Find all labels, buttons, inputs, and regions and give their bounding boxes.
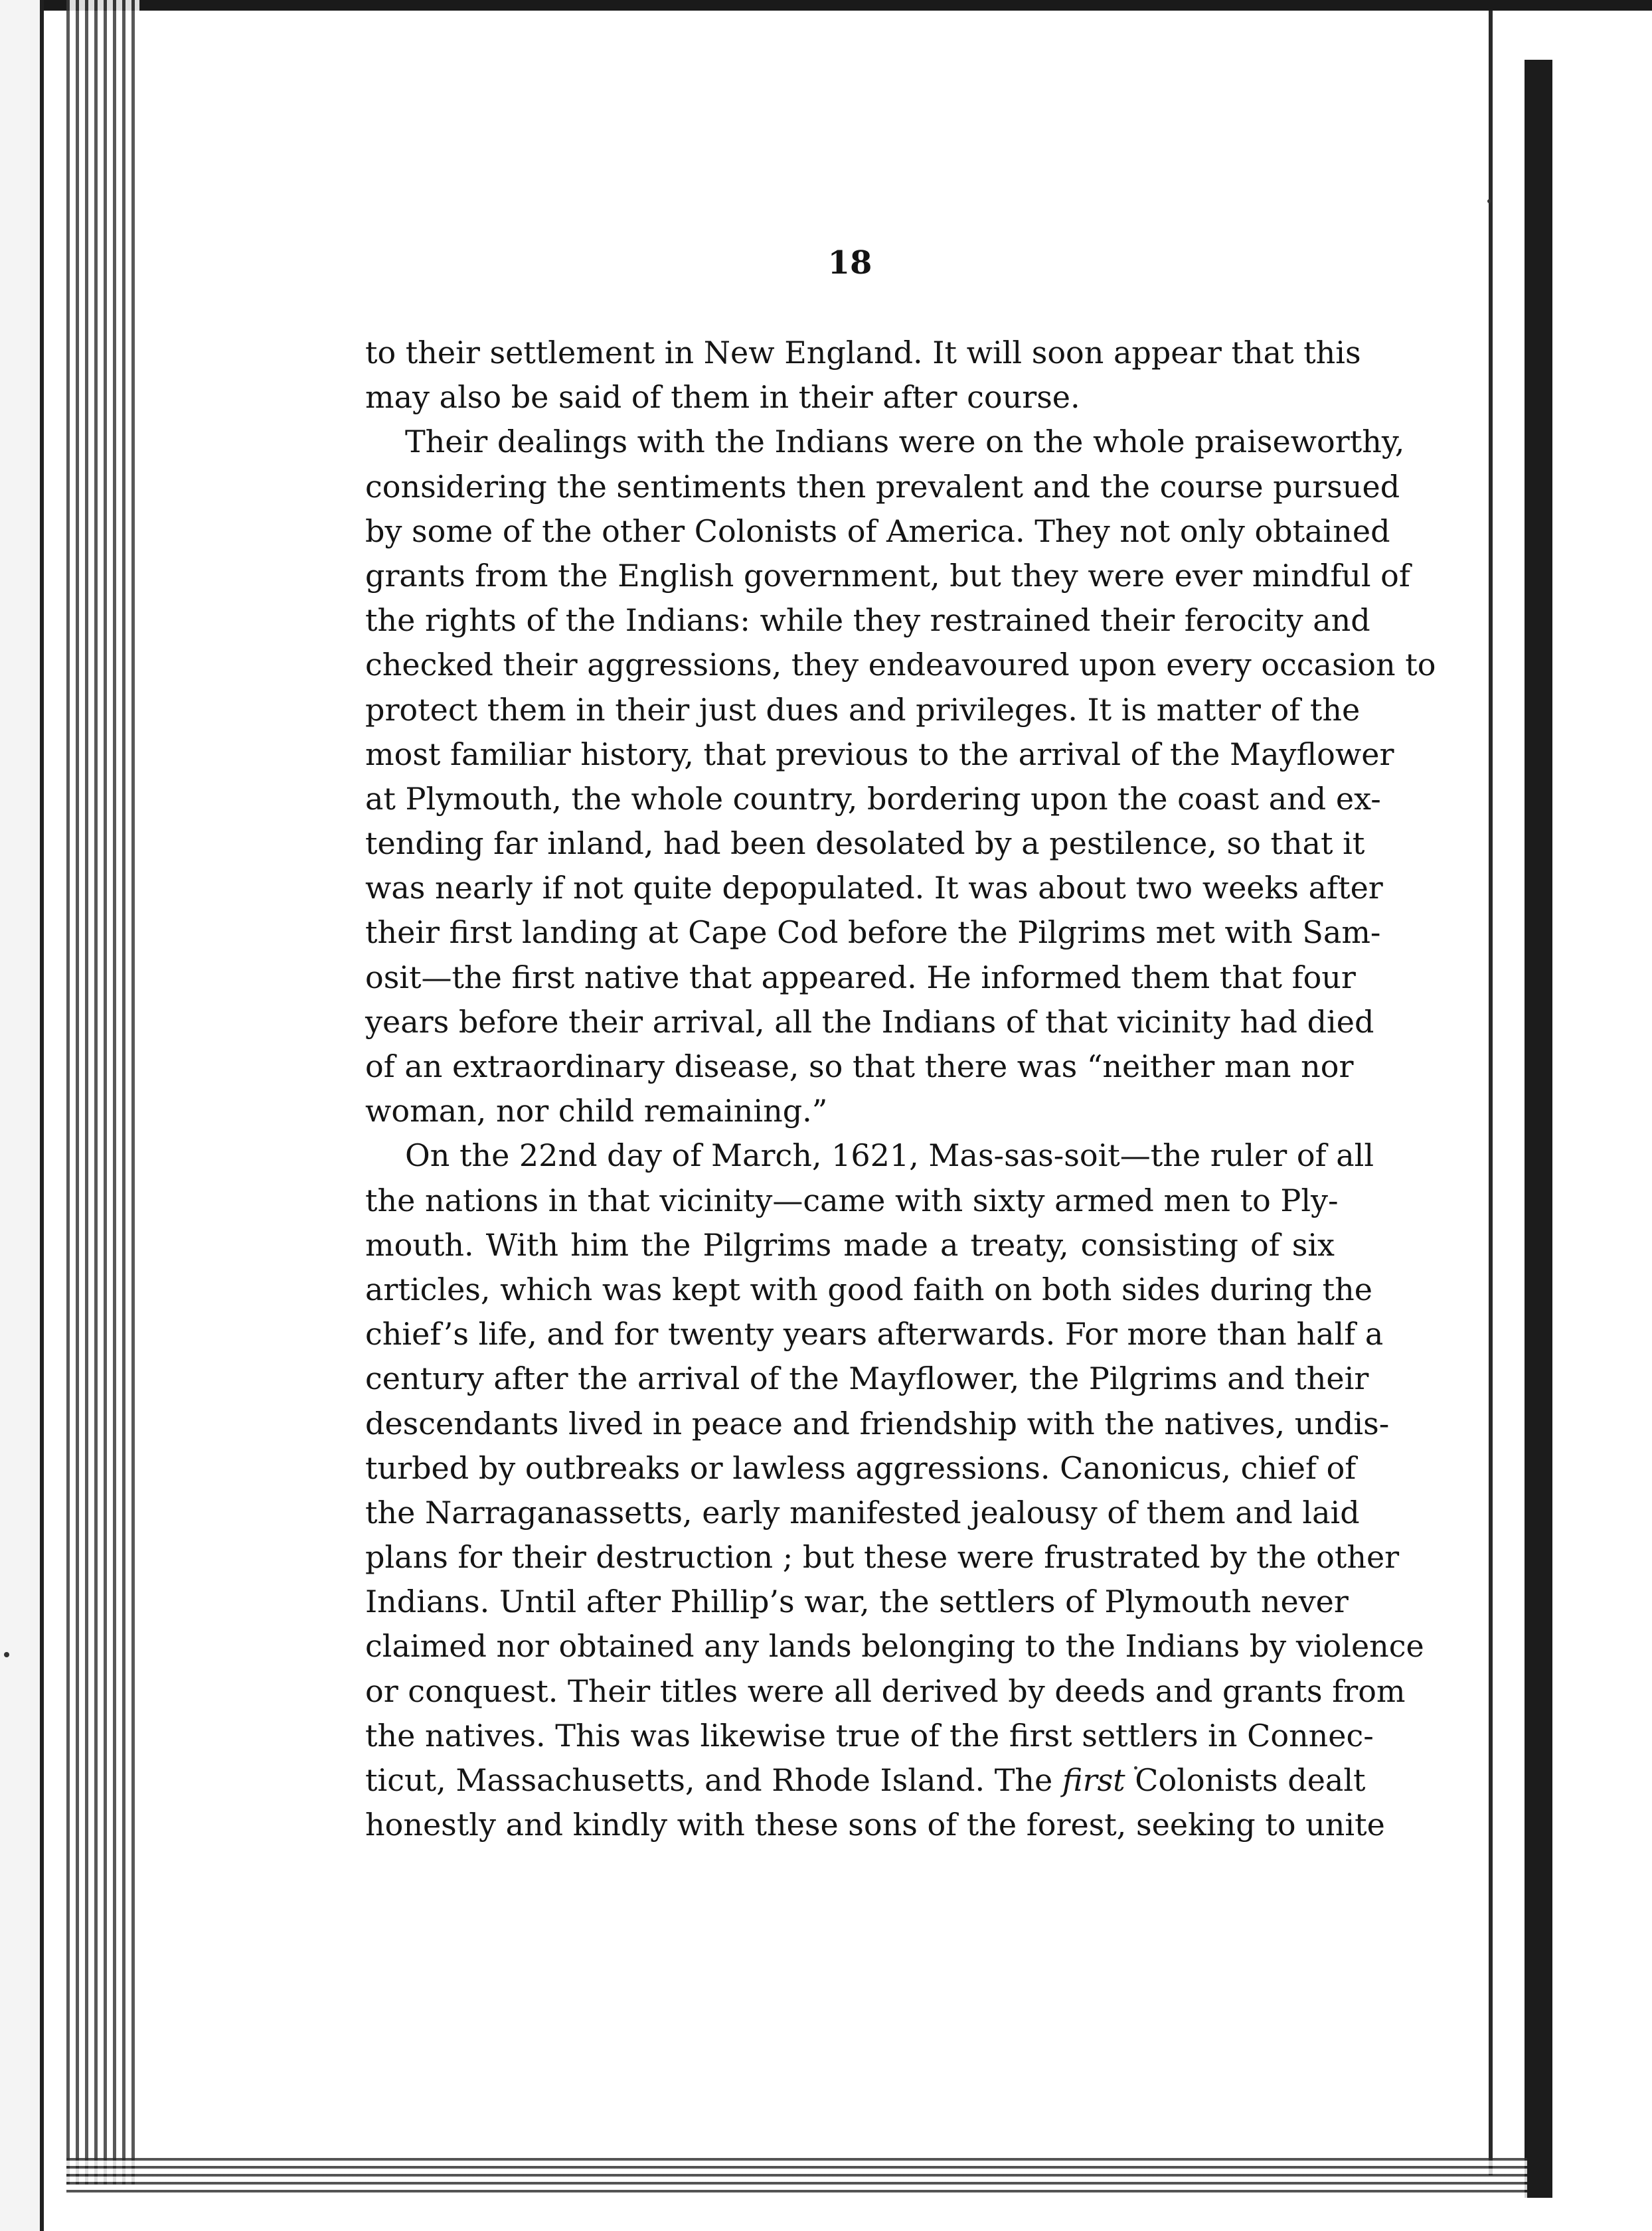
text-line: Their dealings with the Indians were on the whole praiseworthy, xyxy=(405,424,1405,460)
text-fragment: ticut, Massachusetts, and Rhode Island. The xyxy=(365,1762,1062,1798)
text-line: tending far inland, had been desolated by a pestilence, so that it xyxy=(365,825,1365,862)
text-line: Indians. Until after Phillip’s war, the settlers of Plymouth never xyxy=(365,1584,1349,1620)
text-line: was nearly if not quite depopulated. It was about two weeks after xyxy=(365,870,1383,906)
text-line: chief’s life, and for twenty years afterwards. For more than half a xyxy=(365,1316,1384,1353)
text-fragment: Colonists dealt xyxy=(1125,1762,1366,1798)
text-line: at Plymouth, the whole country, bordering upon the coast and ex- xyxy=(365,780,1381,817)
text-line: articles, which was kept with good faith on both sides during the xyxy=(365,1271,1373,1307)
book-bottom-page-edges xyxy=(66,2158,1527,2198)
text-line: honestly and kindly with these sons of the forest, seeking to unite xyxy=(365,1807,1385,1843)
book-spine-page-edges xyxy=(66,0,139,2185)
scan-speck xyxy=(1487,199,1491,203)
text-line: century after the arrival of the Mayflower, the Pilgrims and their xyxy=(365,1361,1369,1397)
text-line: years before their arrival, all the Indians of that vicinity had died xyxy=(365,1003,1374,1040)
text-line: the nations in that vicinity—came with sixty armed men to Ply- xyxy=(365,1182,1339,1218)
text-line: checked their aggressions, they endeavoured upon every occasion to xyxy=(365,647,1436,683)
text-line: the rights of the Indians: while they restrained their ferocity and xyxy=(365,602,1370,639)
scan-speck xyxy=(4,1652,9,1657)
text-line: to their settlement in New England. It will soon appear that this xyxy=(365,335,1361,371)
scan-left-edge xyxy=(0,0,44,2231)
text-line: descendants lived in peace and friendship with the natives, undis- xyxy=(365,1405,1390,1442)
text-line: by some of the other Colonists of America. They not only obtained xyxy=(365,513,1390,549)
scan-right-edge xyxy=(1525,60,1552,2198)
text-line: plans for their destruction ; but these were frustrated by the other xyxy=(365,1539,1400,1576)
text-line: the Narraganassetts, early manifested jealousy of them and laid xyxy=(365,1494,1360,1530)
text-line: protect them in their just dues and privileges. It is matter of the xyxy=(365,691,1361,728)
scan-right-rule xyxy=(1489,11,1493,2175)
text-line: or conquest. Their titles were all derived by deeds and grants from xyxy=(365,1673,1406,1709)
text-line: considering the sentiments then prevalent and the course pursued xyxy=(365,468,1400,505)
scan-top-edge xyxy=(0,0,1652,11)
text-line: most familiar history, that previous to the arrival of the Mayflower xyxy=(365,736,1394,772)
page-number: 18 xyxy=(827,244,872,282)
text-line: mouth. With him the Pilgrims made a treaty, consisting of six xyxy=(365,1226,1335,1263)
body-text xyxy=(365,331,1436,1847)
text-line: the natives. This was likewise true of the first settlers in Connec- xyxy=(365,1717,1374,1754)
text-line: claimed nor obtained any lands belonging to the Indians by violence xyxy=(365,1628,1424,1665)
text-line xyxy=(365,1758,1366,1803)
text-line: woman, nor child remaining.” xyxy=(365,1093,828,1129)
text-line: may also be said of them in their after course. xyxy=(365,379,1080,416)
text-line: On the 22nd day of March, 1621, Mas-sas-soit—the ruler of all xyxy=(405,1137,1374,1174)
text-line: of an extraordinary disease, so that there was “neither man nor xyxy=(365,1048,1354,1084)
text-line: grants from the English government, but they were ever mindful of xyxy=(365,557,1410,594)
italic-emphasis: first xyxy=(1062,1762,1125,1798)
text-line: their first landing at Cape Cod before the Pilgrims met with Sam- xyxy=(365,914,1381,951)
text-line: turbed by outbreaks or lawless aggressions. Canonicus, chief of xyxy=(365,1449,1357,1486)
text-line: osit—the first native that appeared. He informed them that four xyxy=(365,959,1356,995)
